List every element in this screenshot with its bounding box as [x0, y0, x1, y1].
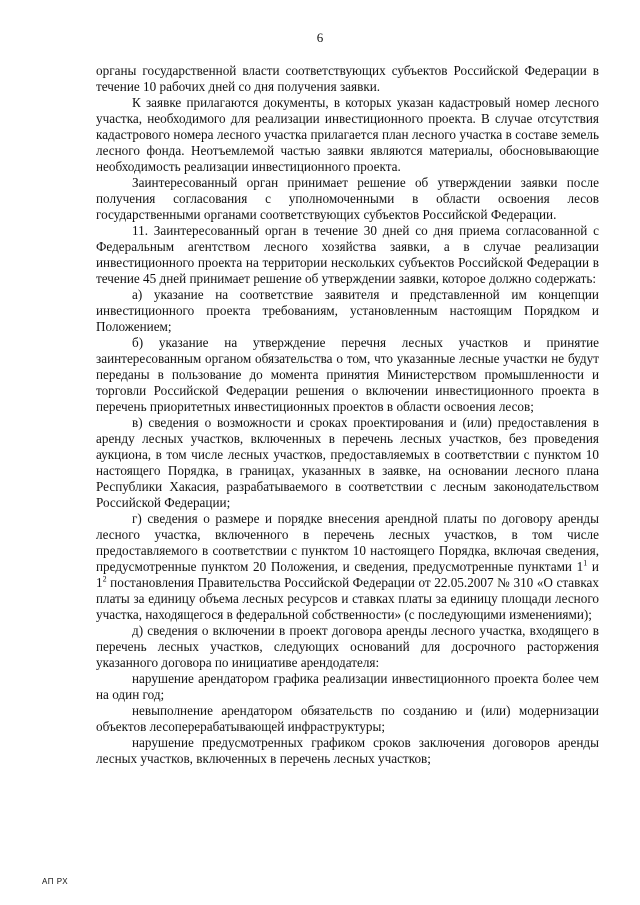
paragraph-item-a: а) указание на соответствие заявителя и представленной им концепции инвестиционного проекта требованиям, установленным настоящим Порядком и Положением; [96, 287, 599, 334]
item-g-text-3: постановления Правительства Российской Федерации от 22.05.2007 № 310 «О ставках платы за единицу объема лесных ресурсов и ставках платы за единицу площади лесного участка, находящегося в федеральной собственности» (с последующими изменениями); [96, 575, 599, 622]
paragraph-ground-obligations: невыполнение арендатором обязательств по созданию и (или) модернизации объектов лесоперерабатывающей инфраструктуры; [96, 703, 599, 734]
paragraph-decision: Заинтересованный орган принимает решение об утверждении заявки после получения согласования с уполномоченными в области освоения лесов государственными органами соответствующих субъектов Российской Федерации. [96, 175, 599, 222]
paragraph-ground-deadlines: нарушение предусмотренных графиком сроков заключения договоров аренды лесных участков, включенных в перечень лесных участков; [96, 735, 599, 766]
paragraph-ground-schedule: нарушение арендатором графика реализации инвестиционного проекта более чем на один год; [96, 671, 599, 702]
item-g-text-1: г) сведения о размере и порядке внесения арендной платы по договору аренды лесного участка, включенного в перечень лесных участков, в том числе предоставляемого в соответствии с пунктом 10 настоящего Порядка, включая сведения, предусмотренные пунктом 20 Положения, и сведения, предусмотренные пунктами 1 [96, 511, 599, 574]
paragraph-continuation: органы государственной власти соответствующих субъектов Российской Федерации в течение 10 рабочих дней со дня получения заявки. [96, 63, 599, 94]
paragraph-item-g [96, 511, 599, 623]
paragraph-documents: К заявке прилагаются документы, в которых указан кадастровый номер лесного участка, необходимого для реализации инвестиционного проекта. В случае отсутствия кадастрового номера лесного участка прилагается план лесного участка в составе земель лесного фонда. Неотъемлемой частью заявки являются материалы, обосновывающие необходимость реализации инвестиционного проекта. [96, 95, 599, 174]
paragraph-item-v: в) сведения о возможности и сроках проектирования и (или) предоставления в аренду лесных участков, включенных в перечень лесных участков, без проведения аукциона, в том числе лесных участков, предоставляемых в соответствии с пунктом 10 настоящего Порядка, в границах, указанных в заявке, на основании лесного плана Республики Хакасия, разрабатываемого в соответствии с лесным законодательством Российской Федерации; [96, 415, 599, 510]
paragraph-item-d: д) сведения о включении в проект договора аренды лесного участка, входящего в перечень лесных участков, следующих оснований для досрочного расторжения указанного договора по инициативе арендодателя: [96, 623, 599, 670]
paragraph-item-b: б) указание на утверждение перечня лесных участков и принятие заинтересованным органом обязательства о том, что указанные лесные участки не будут переданы в пользование до момента принятия Министерством промышленности и торговли Российской Федерации решения о включении инвестиционного проекта в перечень приоритетных инвестиционных проектов в области освоения лесов; [96, 335, 599, 414]
page-number: 6 [316, 30, 324, 45]
paragraph-clause-11: 11. Заинтересованный орган в течение 30 дней со дня приема согласованной с Федеральным агентством лесного хозяйства заявки, а в случае реализации инвестиционного проекта на территории нескольких субъектов Российской Федерации в течение 45 дней принимает решение об утверждении заявки, которое должно содержать: [96, 223, 599, 286]
item-g-text-2: и 1 [96, 559, 599, 590]
item-g-superscript-1: 1 [583, 558, 588, 568]
footer-code: АП РХ [42, 877, 69, 886]
document-body [96, 63, 599, 767]
item-g-superscript-2: 2 [102, 574, 107, 584]
